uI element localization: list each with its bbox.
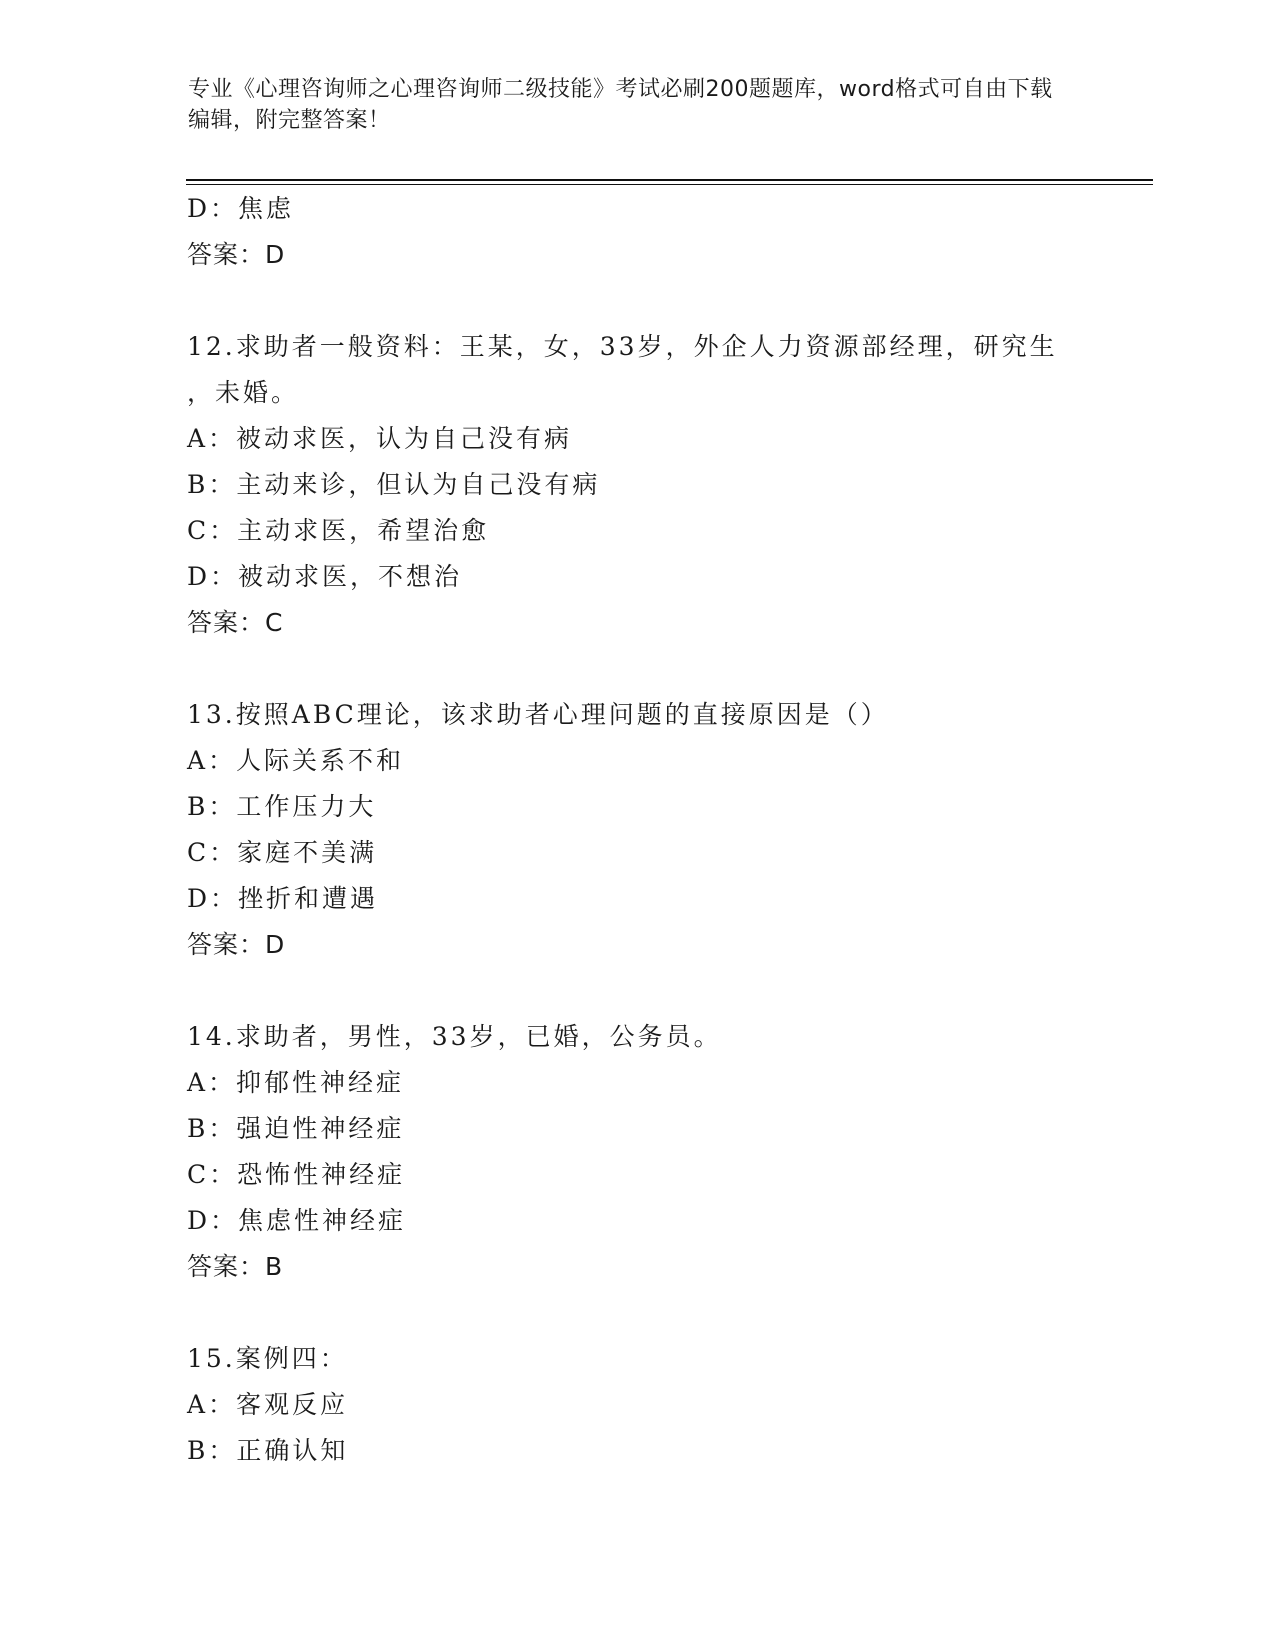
question-block-11 [187, 186, 1147, 278]
question-text: 13.按照ABC理论，该求助者心理问题的直接原因是（） [187, 700, 889, 729]
question-block-13 [187, 692, 1147, 968]
option-b: B：强迫性神经症 [187, 1114, 405, 1143]
question-text-continued: ，未婚。 [187, 378, 300, 407]
option-a: A：抑郁性神经症 [187, 1068, 405, 1097]
header-divider-thick [186, 179, 1153, 181]
answer-line: 答案：D [187, 930, 286, 959]
question-text: 12.求助者一般资料：王某，女，33岁，外企人力资源部经理，研究生 [187, 332, 1058, 361]
option-c: C：主动求医，希望治愈 [187, 516, 490, 545]
answer-line: 答案：C [187, 608, 284, 637]
option-d: D：焦虑 [187, 194, 295, 223]
question-text: 14.求助者，男性，33岁，已婚，公务员。 [187, 1022, 722, 1051]
answer-line: 答案：B [187, 1252, 284, 1281]
question-list [187, 186, 1147, 1474]
header-divider-thin [186, 184, 1153, 185]
question-text: 15.案例四： [187, 1344, 348, 1373]
option-b: B：正确认知 [187, 1436, 349, 1465]
answer-line: 答案：D [187, 240, 286, 269]
option-d: D：挫折和遭遇 [187, 884, 379, 913]
option-a: A：客观反应 [187, 1390, 349, 1419]
option-c: C：家庭不美满 [187, 838, 378, 867]
option-c: C：恐怖性神经症 [187, 1160, 406, 1189]
option-a: A：被动求医，认为自己没有病 [187, 424, 573, 453]
question-block-15 [187, 1336, 1147, 1474]
document-header: 专业《心理咨询师之心理咨询师二级技能》考试必刷200题题库，word格式可自由下载编辑，附完整答案！ [188, 77, 1053, 133]
option-d: D：焦虑性神经症 [187, 1206, 407, 1235]
option-b: B：主动来诊，但认为自己没有病 [187, 470, 601, 499]
question-block-12 [187, 324, 1147, 646]
question-block-14 [187, 1014, 1147, 1290]
option-a: A：人际关系不和 [187, 746, 405, 775]
option-b: B：工作压力大 [187, 792, 377, 821]
option-d: D：被动求医，不想治 [187, 562, 463, 591]
